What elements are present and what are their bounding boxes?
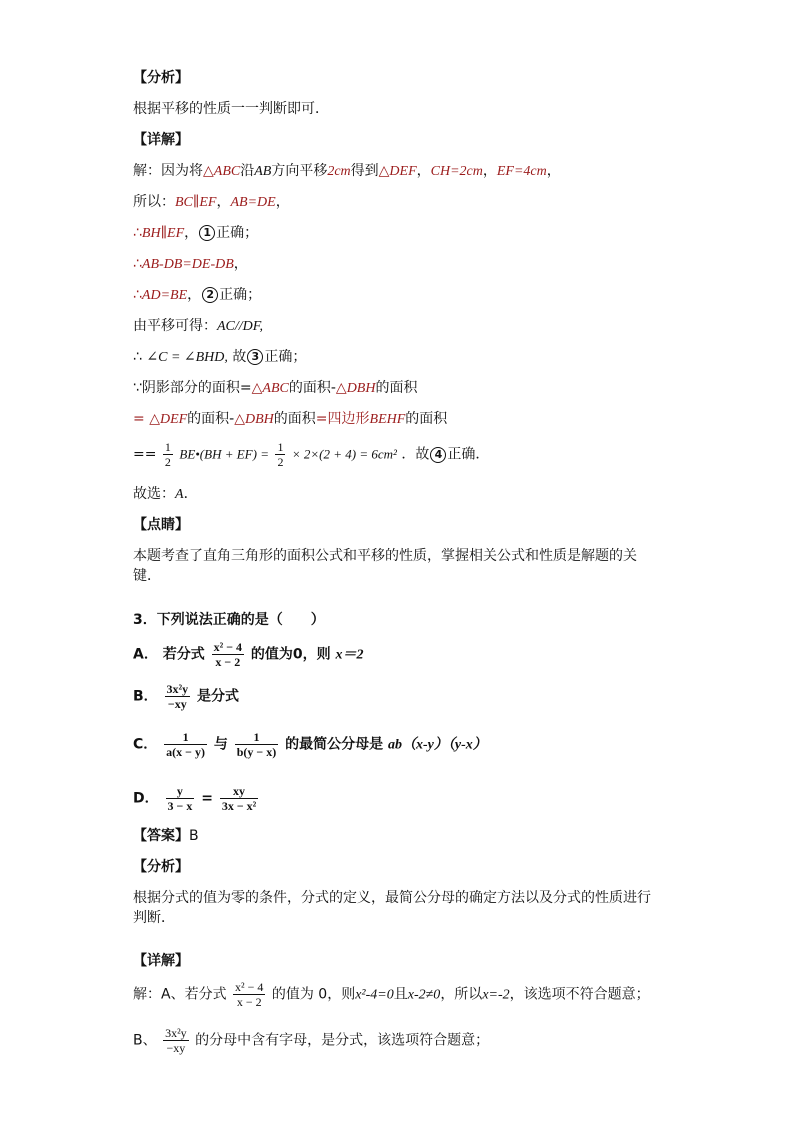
option-a (133, 640, 364, 669)
fraction-half (275, 440, 285, 469)
option-c (133, 730, 487, 759)
comment-text: 本题考查了直角三角形的面积公式和平移的性质，掌握相关公式和性质是解题的关键． (133, 548, 637, 584)
solution-line-3 (133, 223, 258, 244)
solution-line-9 (133, 409, 447, 430)
text: ， (546, 163, 561, 179)
denominator: 2 (277, 455, 284, 469)
math: AB (254, 164, 272, 179)
therefore-symbol: ∴ (133, 256, 142, 272)
fraction (235, 730, 279, 759)
text: B、 (133, 1032, 157, 1049)
text: 解：因为将 (133, 163, 203, 179)
solution-line-2 (133, 192, 290, 213)
solution-line-6 (133, 316, 263, 337)
option-label: B． (133, 688, 158, 705)
denominator: x − 2 (215, 655, 241, 669)
text: 正确； (216, 225, 259, 241)
denominator: 3 − x (167, 799, 193, 813)
math: △ABC (203, 164, 241, 179)
text: 的面积 (405, 411, 448, 427)
numerator: x² − 4 (235, 980, 264, 994)
math: BEHF (369, 412, 406, 427)
denominator: x − 2 (236, 995, 262, 1009)
solution-line-5 (133, 285, 261, 306)
text: 是分式 (197, 688, 240, 705)
question-3-title: 3．下列说法正确的是（ ） (133, 612, 325, 628)
text: 得到 (350, 163, 379, 179)
math: × 2×(2 + 4) = 6cm² (291, 446, 397, 462)
option-label: D． (133, 790, 159, 807)
math: △DBH (234, 412, 274, 427)
denominator: b(y − x) (236, 745, 277, 759)
text: ， (187, 287, 202, 303)
numerator: y (166, 784, 195, 799)
math: BH∥EF (141, 226, 185, 241)
circled-number: 2 (202, 287, 218, 303)
denominator: −xy (167, 697, 187, 711)
text: 由平移可得： (133, 318, 217, 334)
text: 若分式 (162, 646, 205, 663)
solution-line-4 (133, 254, 248, 275)
q3-detail-b (133, 1026, 489, 1055)
text: 故 (232, 349, 247, 365)
denominator: 2 (164, 455, 171, 469)
math: △ABC (251, 381, 289, 396)
option-d (133, 784, 260, 813)
text: 方向平移 (271, 163, 328, 179)
numerator: 1 (277, 440, 284, 454)
text: ， (184, 225, 199, 241)
solution-line-10 (133, 440, 489, 469)
text: 正确； (264, 349, 307, 365)
math: x＝2 (335, 647, 364, 663)
text: ，该选项不符合题意； (509, 986, 650, 1003)
therefore-symbol: ∴ (133, 349, 142, 365)
math: ab（x-y）（y-x） (388, 737, 487, 753)
denominator: a(x − y) (166, 745, 205, 759)
numerator: 3x²y (165, 1026, 187, 1040)
text: 的面积- (187, 411, 235, 427)
q3-analysis-text: 根据分式的值为零的条件，分式的定义，最简公分母的确定方法以及分式的性质进行判断． (133, 890, 651, 926)
math: △DBH (335, 381, 376, 396)
math: AB=DE (230, 195, 276, 210)
fraction (165, 682, 191, 711)
numerator: 3x²y (166, 682, 189, 696)
fraction (163, 1026, 189, 1055)
math: AD=BE (141, 288, 188, 303)
answer-value: B (189, 828, 199, 844)
solution-line-1 (133, 161, 561, 182)
text: 的面积 (375, 380, 418, 396)
solution-line-8 (133, 378, 417, 399)
therefore-symbol: ∴ (133, 287, 142, 303)
text: ， (482, 163, 497, 179)
text: 正确； (219, 287, 262, 303)
fraction (212, 640, 244, 669)
circled-number: 4 (430, 447, 446, 463)
circled-number: 1 (199, 225, 215, 241)
fraction (233, 980, 265, 1009)
text: 所以： (133, 194, 175, 210)
answer-line (133, 826, 199, 846)
text: 的分母中含有字母，是分式，该选项符合题意； (195, 1032, 490, 1049)
text: 解：A、若分式 (133, 986, 227, 1003)
fraction-half (163, 440, 173, 469)
comment-heading: 【点睛】 (133, 517, 189, 533)
detail-heading: 【详解】 (133, 132, 189, 148)
math: EF=4cm (496, 164, 547, 179)
math: 2cm (327, 164, 351, 179)
math: AB-DB=DE-DB (141, 257, 234, 272)
option-label: C． (133, 736, 158, 753)
text: 的最简公分母是 (285, 736, 384, 753)
q3-detail-a (133, 980, 650, 1009)
numerator: xy (220, 784, 258, 799)
text: == (133, 446, 157, 463)
math: AC//DF, (217, 319, 264, 334)
text: 沿 (240, 163, 255, 179)
numerator: 1 (235, 730, 279, 745)
fraction (220, 784, 258, 813)
numerator: 1 (164, 730, 207, 745)
text: 的值为 0，则 (271, 986, 356, 1003)
analysis-heading: 【分析】 (133, 70, 189, 86)
solution-line-11 (133, 484, 198, 505)
analysis-text: 根据平移的性质一一判断即可． (133, 101, 329, 117)
therefore-symbol: ∴ (133, 225, 142, 241)
q3-analysis-heading: 【分析】 (133, 859, 189, 875)
option-label: A． (133, 646, 158, 663)
text: ， (233, 256, 248, 272)
math: A (175, 487, 184, 502)
circled-number: 3 (247, 349, 263, 365)
numerator: x² − 4 (213, 640, 243, 654)
math: △DEF (378, 164, 417, 179)
numerator: 1 (164, 440, 171, 454)
text: ∵阴影部分的面积= (133, 380, 252, 396)
math: ∠C = ∠BHD, (146, 350, 228, 365)
text: ．故 (401, 446, 430, 463)
text: = (315, 411, 328, 427)
math: x-2≠0 (407, 987, 441, 1003)
text: ， (216, 194, 231, 210)
denominator: 3x − x² (221, 799, 257, 813)
text: 且 (393, 986, 408, 1003)
math: CH=2cm (430, 164, 483, 179)
solution-line-7 (133, 347, 306, 368)
math: x²-4=0 (355, 987, 394, 1003)
text: 正确． (447, 446, 490, 463)
denominator: −xy (166, 1041, 186, 1055)
text: = (133, 411, 145, 427)
math: △DEF (149, 412, 188, 427)
text: 的面积 (273, 411, 316, 427)
fraction (164, 730, 207, 759)
text: 与 (213, 736, 228, 753)
option-b (133, 682, 239, 711)
text: ， (275, 194, 290, 210)
answer-heading: 【答案】 (133, 828, 189, 844)
q3-detail-heading: 【详解】 (133, 953, 189, 969)
equals-sign: = (201, 790, 213, 807)
math: BC∥EF (175, 195, 217, 210)
text: 四边形 (327, 411, 370, 427)
math: x=-2 (482, 987, 510, 1003)
text: ． (183, 486, 198, 502)
text: 的面积- (288, 380, 336, 396)
text: 的值为0，则 (250, 646, 331, 663)
fraction (166, 784, 195, 813)
text: 故选： (133, 486, 175, 502)
math: BE•(BH + EF) = (179, 446, 269, 462)
text: ， (416, 163, 431, 179)
text: ，所以 (440, 986, 483, 1003)
